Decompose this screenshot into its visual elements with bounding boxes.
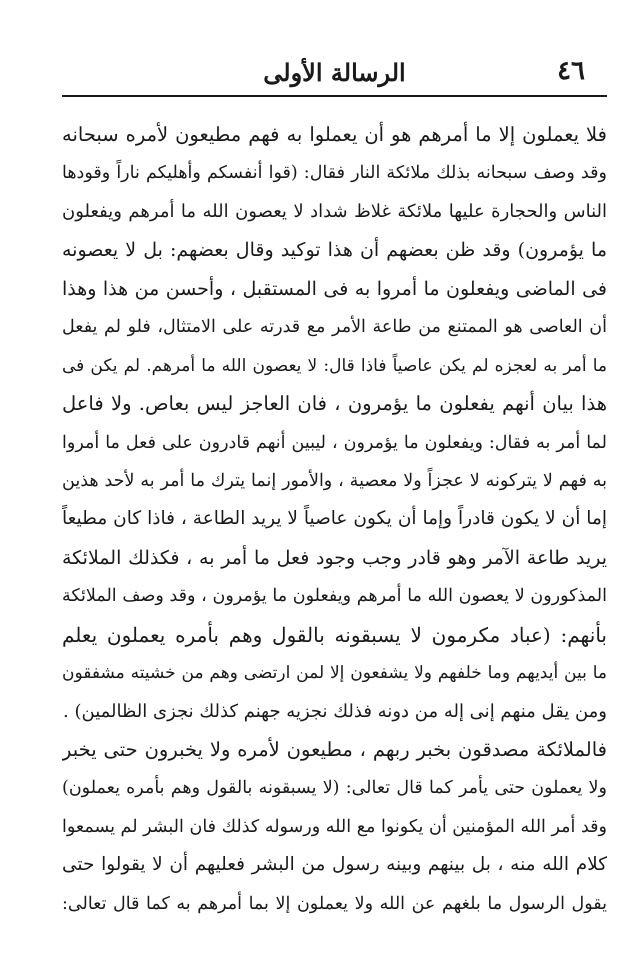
text-line: به فهم لا يتركونه لا عجزاً ولا معصية ، والأمور إنما يترك ما أمر به لأحد هذين xyxy=(62,470,607,491)
header-rule xyxy=(62,95,607,97)
text-line: يقول الرسول ما بلغهم عن الله ولا يعملون إلا بما أمرهم به كما قال تعالى: xyxy=(62,893,607,914)
text-line: هذا بيان أنهم يفعلون ما يؤمرون ، فان العاجز ليس بعاص. ولا فاعل xyxy=(62,392,607,416)
text-line: وقد وصف سبحانه بذلك ملائكة النار فقال: (قوا أنفسكم وأهليكم ناراً وقودها xyxy=(62,163,607,184)
text-line: أن العاصى هو الممتنع من طاعة الأمر مع قدرته على الامتثال، فلو لم يفعل xyxy=(62,317,607,338)
text-line: المذكورون لا يعصون الله ما أمرهم ويفعلون ما يؤمرون ، وقد وصف الملائكة xyxy=(62,586,607,607)
text-line: ومن يقل منهم إنى إله من دونه فذلك نجزيه جهنم كذلك نجزى الظالمين) . xyxy=(63,700,607,722)
page-number: ٤٦ xyxy=(557,56,585,86)
text-line: كلام الله منه ، بل بينهم وبينه رسول من البشر فعليهم أن لا يقولوا حتى xyxy=(62,854,607,876)
text-line: وقد أمر الله المؤمنين أن يكونوا مع الله ورسوله كذلك فان البشر لم يسمعوا xyxy=(62,816,607,837)
text-line: ما بين أيديهم وما خلفهم ولا يشفعون إلا لمن ارتضى وهم من خشيته مشفقون xyxy=(62,663,607,684)
running-title: الرسالة الأولى xyxy=(263,58,406,87)
text-line: ما يؤمرون) وقد ظن بعضهم أن هذا توكيد وقال بعضهم: بل لا يعصونه xyxy=(62,239,607,262)
text-line: فى الماضى ويفعلون ما أمروا به فى المستقبل ، وأحسن من هذا وهذا xyxy=(62,277,607,300)
text-line: ولا يعملون حتى يأمر كما قال تعالى: (لا يسبقونه بالقول وهم بأمره يعملون) xyxy=(62,778,607,799)
text-line: فالملائكة مصدقون بخبر ربهم ، مطيعون لأمره ولا يخبرون حتى يخبر xyxy=(62,738,607,761)
text-line: الناس والحجارة عليها ملائكة غلاظ شداد لا يعصون الله ما أمرهم ويفعلون xyxy=(62,200,607,222)
text-line: ما أمر به لعجزه لم يكن عاصياً فاذا قال: لا يعصون الله ما أمرهم. لم يكن فى xyxy=(62,355,607,376)
paragraph-2 xyxy=(62,731,607,923)
page-header xyxy=(62,50,607,96)
text-line: إما أن لا يكون قادراً وإما أن يكون عاصياً لا يريد الطاعة ، فاذا كان مطيعاً xyxy=(62,508,607,530)
text-line: يريد طاعة الآمر وهو قادر وجب وجود فعل ما أمر به ، فكذلك الملائكة xyxy=(62,546,607,569)
text-line: فلا يعملون إلا ما أمرهم هو أن يعملوا به فهم مطيعون لأمره سبحانه xyxy=(62,123,607,146)
paragraph-1 xyxy=(62,116,607,731)
text-line: لما أمر به فقال: ويفعلون ما يؤمرون ، ليبين أنهم قادرون على فعل ما أمروا xyxy=(62,432,607,453)
text-line: بأنهم: (عباد مكرمون لا يسبقونه بالقول وهم بأمره يعملون يعلم xyxy=(62,622,607,647)
